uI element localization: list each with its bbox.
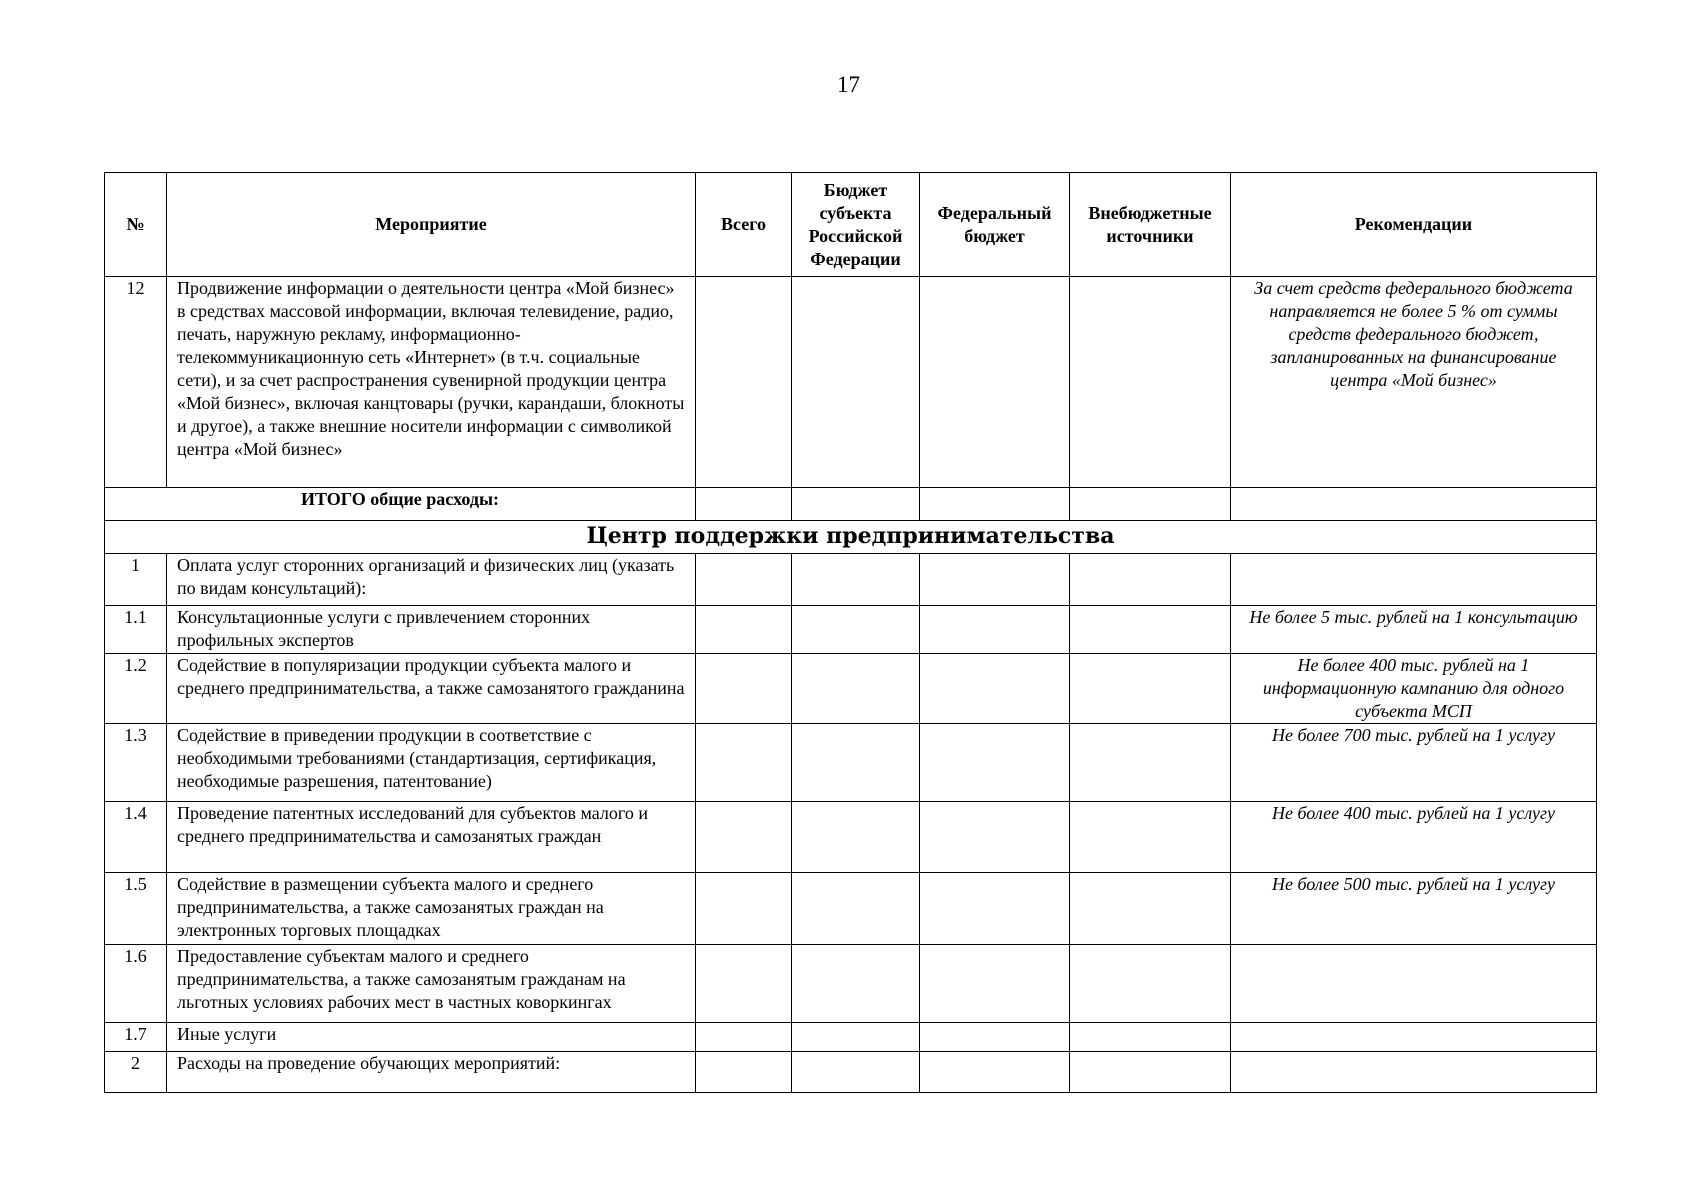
table-row — [105, 1023, 1597, 1052]
total-row — [105, 488, 1597, 521]
row-total — [696, 724, 792, 802]
row-event: Иные услуги — [167, 1023, 696, 1052]
row-recommendation: Не более 400 тыс. рублей на 1 услугу — [1231, 802, 1597, 873]
row-number: 1.5 — [105, 873, 167, 945]
row-recommendation — [1231, 1023, 1597, 1052]
row-offbudget — [1070, 724, 1231, 802]
row-regional — [792, 802, 920, 873]
row-offbudget — [1070, 606, 1231, 654]
row-total — [696, 873, 792, 945]
total-federal — [920, 488, 1070, 521]
row-federal — [920, 873, 1070, 945]
row-regional — [792, 724, 920, 802]
row-recommendation: Не более 500 тыс. рублей на 1 услугу — [1231, 873, 1597, 945]
row-federal — [920, 724, 1070, 802]
row-federal — [920, 1052, 1070, 1093]
row-event: Продвижение информации о деятельности центра «Мой бизнес» в средствах массовой информации, включая телевидение, радио, печать, наружную рекламу, информационно-телекоммуникационную сеть «Интернет» (в т.ч. социальные сети), и за счет распространения сувенирной продукции центра «Мой бизнес», включая канцтовары (ручки, карандаши, блокноты и другое), а также внешние носители информации с символикой центра «Мой бизнес» — [167, 277, 696, 488]
table-row — [105, 554, 1597, 606]
total-sum — [696, 488, 792, 521]
row-offbudget — [1070, 654, 1231, 724]
header-federal-budget: Федеральный бюджет — [920, 173, 1070, 277]
row-number: 2 — [105, 1052, 167, 1093]
table-row — [105, 724, 1597, 802]
header-regional-budget: Бюджет субъекта Российской Федерации — [792, 173, 920, 277]
page-number: 17 — [837, 72, 860, 97]
row-regional — [792, 606, 920, 654]
header-offbudget: Внебюджетные источники — [1070, 173, 1231, 277]
section-title: Центр поддержки предпринимательства — [105, 521, 1597, 554]
row-total — [696, 277, 792, 488]
row-number: 1.2 — [105, 654, 167, 724]
row-number: 1 — [105, 554, 167, 606]
row-regional — [792, 277, 920, 488]
row-total — [696, 606, 792, 654]
row-number: 1.7 — [105, 1023, 167, 1052]
row-federal — [920, 945, 1070, 1023]
row-regional — [792, 654, 920, 724]
row-number: 12 — [105, 277, 167, 488]
row-event: Предоставление субъектам малого и среднего предпринимательства, а также самозанятым гражданам на льготных условиях рабочих мест в частных коворкингах — [167, 945, 696, 1023]
row-number: 1.6 — [105, 945, 167, 1023]
row-regional — [792, 873, 920, 945]
row-total — [696, 1023, 792, 1052]
row-event: Консультационные услуги с привлечением сторонних профильных экспертов — [167, 606, 696, 654]
row-offbudget — [1070, 554, 1231, 606]
row-regional — [792, 554, 920, 606]
total-offbudget — [1070, 488, 1231, 521]
row-offbudget — [1070, 1023, 1231, 1052]
table-row — [105, 802, 1597, 873]
row-regional — [792, 945, 920, 1023]
row-event: Проведение патентных исследований для субъектов малого и среднего предпринимательства и самозанятых граждан — [167, 802, 696, 873]
header-num: № — [105, 173, 167, 277]
row-number: 1.1 — [105, 606, 167, 654]
row-total — [696, 802, 792, 873]
row-total — [696, 654, 792, 724]
row-offbudget — [1070, 873, 1231, 945]
row-offbudget — [1070, 945, 1231, 1023]
row-federal — [920, 277, 1070, 488]
row-offbudget — [1070, 802, 1231, 873]
header-event: Мероприятие — [167, 173, 696, 277]
table-row — [105, 606, 1597, 654]
row-recommendation: За счет средств федерального бюджета направляется не более 5 % от суммы средств федерального бюджет, запланированных на финансирование центра «Мой бизнес» — [1231, 277, 1597, 488]
row-number: 1.4 — [105, 802, 167, 873]
budget-table — [104, 172, 1597, 1093]
table-row — [105, 654, 1597, 724]
table-row — [105, 945, 1597, 1023]
row-total — [696, 945, 792, 1023]
row-offbudget — [1070, 277, 1231, 488]
section-row — [105, 521, 1597, 554]
row-event: Расходы на проведение обучающих мероприятий: — [167, 1052, 696, 1093]
row-event: Содействие в размещении субъекта малого и среднего предпринимательства, а также самозанятых граждан на электронных торговых площадках — [167, 873, 696, 945]
row-event: Оплата услуг сторонних организаций и физических лиц (указать по видам консультаций): — [167, 554, 696, 606]
row-regional — [792, 1052, 920, 1093]
row-recommendation: Не более 5 тыс. рублей на 1 консультацию — [1231, 606, 1597, 654]
row-offbudget — [1070, 1052, 1231, 1093]
row-recommendation — [1231, 1052, 1597, 1093]
row-federal — [920, 554, 1070, 606]
row-federal — [920, 802, 1070, 873]
row-federal — [920, 654, 1070, 724]
header-total: Всего — [696, 173, 792, 277]
header-row — [105, 173, 1597, 277]
table-row — [105, 873, 1597, 945]
header-recommendations: Рекомендации — [1231, 173, 1597, 277]
total-label: ИТОГО общие расходы: — [105, 488, 696, 521]
total-regional — [792, 488, 920, 521]
row-recommendation: Не более 400 тыс. рублей на 1 информационную кампанию для одного субъекта МСП — [1231, 654, 1597, 724]
table-row — [105, 277, 1597, 488]
row-number: 1.3 — [105, 724, 167, 802]
row-total — [696, 1052, 792, 1093]
row-recommendation — [1231, 945, 1597, 1023]
row-federal — [920, 1023, 1070, 1052]
row-recommendation — [1231, 554, 1597, 606]
total-recommendation — [1231, 488, 1597, 521]
row-event: Содействие в популяризации продукции субъекта малого и среднего предпринимательства, а также самозанятого гражданина — [167, 654, 696, 724]
row-federal — [920, 606, 1070, 654]
row-total — [696, 554, 792, 606]
row-regional — [792, 1023, 920, 1052]
row-event: Содействие в приведении продукции в соответствие с необходимыми требованиями (стандартизация, сертификация, необходимые разрешения, патентование) — [167, 724, 696, 802]
table-row — [105, 1052, 1597, 1093]
row-recommendation: Не более 700 тыс. рублей на 1 услугу — [1231, 724, 1597, 802]
